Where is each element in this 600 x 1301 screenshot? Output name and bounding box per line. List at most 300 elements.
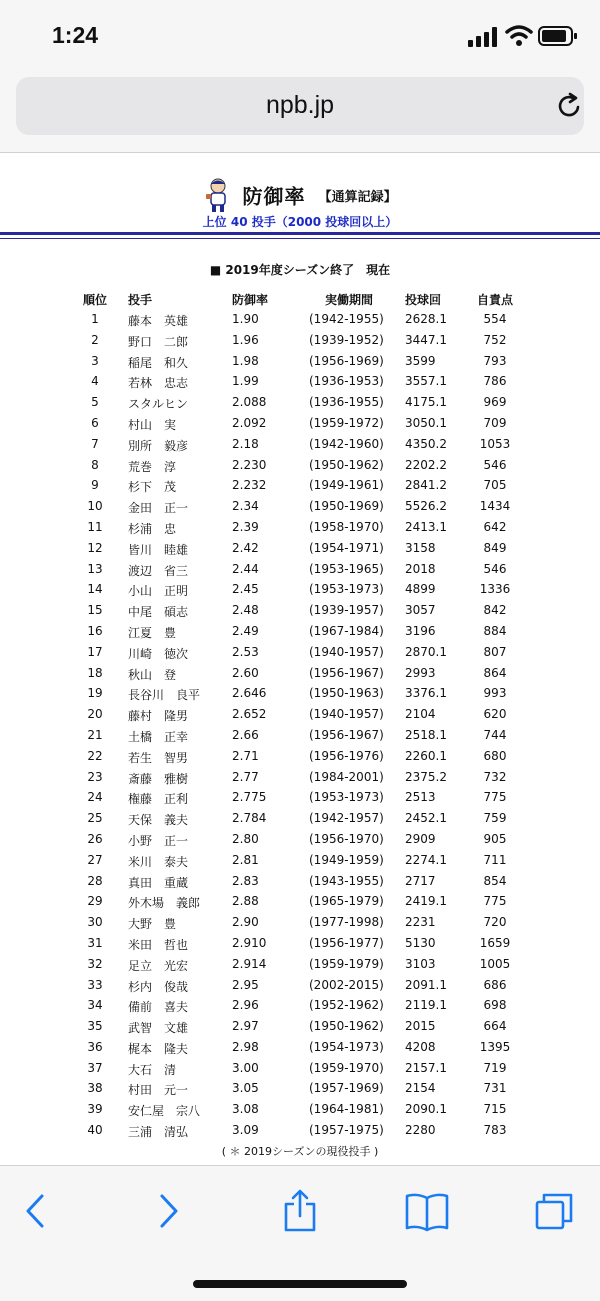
cell-name: 真田 重蔵 [128, 875, 189, 890]
cell-era: 2.232 [232, 478, 267, 493]
cell-period: (1956-1970) [309, 831, 384, 846]
cell-period: (1965-1979) [309, 894, 384, 909]
cell-rank: 35 [87, 1019, 103, 1034]
cell-period: (1959-1979) [309, 956, 384, 971]
cell-rank: 40 [87, 1123, 103, 1138]
reload-icon[interactable] [556, 92, 584, 120]
cell-ip: 3376.1 [405, 686, 447, 701]
table-row [0, 434, 600, 455]
cell-name: 斎藤 雅樹 [128, 771, 189, 786]
cell-er: 731 [483, 1081, 507, 1096]
cell-name: 藤村 隆男 [128, 709, 189, 724]
cell-ip: 4899 [405, 582, 436, 597]
header-ip: 投球回 [405, 293, 442, 307]
cell-rank: 7 [91, 436, 99, 451]
cell-er: 783 [483, 1123, 507, 1138]
cell-period: (1939-1957) [309, 603, 384, 618]
table-row [0, 954, 600, 975]
cell-name: 足立 光宏 [128, 958, 189, 973]
table-row [0, 787, 600, 808]
cell-period: (1950-1962) [309, 1019, 384, 1034]
season-label: ■ 2019年度シーズン終了 現在 [209, 263, 391, 277]
cell-name: 土橋 正幸 [128, 729, 189, 744]
cell-name: 小野 正一 [128, 833, 189, 848]
table-row [0, 1099, 600, 1120]
table-row [0, 309, 600, 330]
page-title-row [0, 177, 600, 213]
cell-period: (1950-1962) [309, 457, 384, 472]
cell-era: 3.00 [232, 1060, 259, 1075]
cell-er: 732 [483, 769, 507, 784]
cell-rank: 6 [91, 415, 99, 430]
table-row [0, 559, 600, 580]
cell-name: 大石 清 [128, 1062, 177, 1077]
cell-era: 1.99 [232, 374, 259, 389]
cell-period: (1964-1981) [309, 1102, 384, 1117]
cell-era: 2.088 [232, 395, 267, 410]
cell-name: 若林 忠志 [128, 376, 189, 391]
cell-era: 2.652 [232, 707, 267, 722]
cell-ip: 2015 [405, 1019, 436, 1034]
url-text[interactable]: npb.jp [265, 91, 335, 119]
cell-rank: 37 [87, 1060, 103, 1075]
table-row [0, 663, 600, 684]
page-subtitle: 上位 40 投手（2000 投球回以上） [202, 215, 398, 229]
cell-ip: 2260.1 [405, 748, 447, 763]
cell-er: 664 [483, 1019, 507, 1034]
cell-ip: 2413.1 [405, 519, 447, 534]
cell-er: 884 [483, 623, 507, 638]
cell-period: (1956-1976) [309, 748, 384, 763]
cell-period: (1940-1957) [309, 707, 384, 722]
cell-er: 715 [483, 1102, 507, 1117]
table-row [0, 1016, 600, 1037]
cell-rank: 13 [87, 561, 103, 576]
cell-era: 1.96 [232, 332, 259, 347]
cell-rank: 17 [87, 644, 103, 659]
table-row [0, 683, 600, 704]
cell-rank: 26 [87, 831, 103, 846]
cellular-signal-icon [468, 27, 500, 47]
table-row [0, 704, 600, 725]
cell-er: 1395 [479, 1039, 511, 1054]
table-row [0, 1037, 600, 1058]
cell-rank: 18 [87, 665, 103, 680]
cell-ip: 2202.2 [405, 457, 447, 472]
cell-rank: 14 [87, 582, 103, 597]
page-content [0, 153, 600, 1165]
cell-era: 3.08 [232, 1102, 259, 1117]
cell-er: 752 [483, 332, 507, 347]
cell-ip: 2993 [405, 665, 436, 680]
cell-era: 2.914 [232, 956, 267, 971]
cell-period: (1936-1953) [309, 374, 384, 389]
header-period: 実働期間 [325, 293, 374, 307]
cell-ip: 2452.1 [405, 811, 447, 826]
cell-era: 2.230 [232, 457, 267, 472]
cell-ip: 2518.1 [405, 727, 447, 742]
cell-rank: 23 [87, 769, 103, 784]
cell-era: 2.60 [232, 665, 259, 680]
pitcher-mascot-icon [203, 177, 233, 213]
table-row [0, 975, 600, 996]
cell-ip: 2119.1 [405, 998, 447, 1013]
cell-er: 786 [483, 374, 507, 389]
cell-name: 川崎 徳次 [128, 646, 189, 661]
page-title-sub: 【通算記録】 [318, 189, 397, 205]
cell-name: 藤本 英雄 [128, 314, 189, 328]
header-name: 投手 [128, 293, 153, 307]
cell-ip: 2513 [405, 790, 436, 805]
cell-ip: 3599 [405, 353, 436, 368]
cell-name: 小山 正明 [128, 584, 189, 599]
cell-era: 2.88 [232, 894, 259, 909]
cell-rank: 38 [87, 1081, 103, 1096]
cell-rank: 8 [91, 457, 99, 472]
table-row [0, 850, 600, 871]
cell-era: 2.71 [232, 748, 259, 763]
cell-name: 金田 正一 [128, 501, 189, 516]
cell-ip: 2375.2 [405, 769, 447, 784]
cell-rank: 21 [87, 727, 103, 742]
cell-era: 2.66 [232, 727, 259, 742]
cell-period: (1957-1975) [309, 1123, 384, 1138]
cell-era: 2.39 [232, 519, 259, 534]
cell-ip: 2841.2 [405, 478, 447, 493]
cell-name: 稲尾 和久 [128, 355, 189, 370]
cell-name: 米川 泰夫 [128, 854, 189, 869]
chevron-right-icon[interactable] [148, 1188, 188, 1234]
header-rank: 順位 [82, 293, 107, 307]
cell-era: 2.83 [232, 873, 259, 888]
cell-er: 719 [483, 1060, 507, 1075]
cell-name: 村田 元一 [128, 1083, 189, 1098]
cell-rank: 20 [87, 707, 103, 722]
cell-ip: 2274.1 [405, 852, 447, 867]
cell-rank: 36 [87, 1039, 103, 1054]
status-time: 1:24 [52, 22, 99, 48]
table-row [0, 475, 600, 496]
cell-period: (1950-1969) [309, 499, 384, 514]
cell-rank: 12 [87, 540, 103, 555]
cell-period: (1936-1955) [309, 395, 384, 410]
cell-rank: 24 [87, 790, 103, 805]
cell-period: (1939-1952) [309, 332, 384, 347]
table-row [0, 496, 600, 517]
cell-name: 皆川 睦雄 [128, 542, 189, 557]
cell-ip: 2018 [405, 561, 436, 576]
cell-ip: 2628.1 [405, 312, 447, 326]
table-row [0, 995, 600, 1016]
cell-period: (1942-1955) [309, 312, 384, 326]
cell-ip: 3057 [405, 603, 436, 618]
cell-rank: 34 [87, 998, 103, 1013]
cell-er: 698 [483, 998, 507, 1013]
cell-er: 546 [483, 457, 507, 472]
cell-period: (1956-1967) [309, 727, 384, 742]
header-era: 防御率 [232, 293, 269, 307]
cell-ip: 5526.2 [405, 499, 447, 514]
divider-thin [0, 238, 600, 239]
cell-period: (1984-2001) [309, 769, 384, 784]
table-row [0, 933, 600, 954]
cell-rank: 30 [87, 915, 103, 930]
cell-era: 2.96 [232, 998, 259, 1013]
table-row [0, 538, 600, 559]
cell-era: 2.48 [232, 603, 259, 618]
cell-rank: 27 [87, 852, 103, 867]
cell-period: (1942-1960) [309, 436, 384, 451]
cell-er: 709 [483, 415, 507, 430]
cell-rank: 31 [87, 935, 103, 950]
cell-era: 2.646 [232, 686, 267, 701]
cell-er: 993 [483, 686, 507, 701]
cell-rank: 16 [87, 623, 103, 638]
page-title: 防御率 [242, 184, 306, 209]
cell-name: 大野 豊 [128, 917, 177, 932]
cell-era: 2.42 [232, 540, 259, 555]
cell-rank: 1 [91, 312, 99, 326]
ranking-table [0, 309, 600, 1141]
cell-rank: 25 [87, 811, 103, 826]
cell-er: 686 [483, 977, 507, 992]
cell-er: 775 [483, 894, 507, 909]
cell-name: スタルヒン [128, 397, 189, 412]
table-row [0, 642, 600, 663]
table-row [0, 371, 600, 392]
cell-er: 1053 [479, 436, 511, 451]
cell-ip: 2154 [405, 1081, 436, 1096]
cell-name: 米田 哲也 [128, 937, 189, 952]
cell-er: 554 [483, 312, 507, 326]
table-row [0, 725, 600, 746]
cell-er: 744 [483, 727, 507, 742]
cell-rank: 29 [87, 894, 103, 909]
cell-ip: 2870.1 [405, 644, 447, 659]
cell-period: (1953-1973) [309, 582, 384, 597]
cell-name: 梶本 隆夫 [128, 1041, 189, 1056]
cell-period: (1940-1957) [309, 644, 384, 659]
address-bar[interactable] [16, 77, 584, 135]
cell-name: 野口 二郎 [128, 334, 189, 349]
cell-rank: 39 [87, 1102, 103, 1117]
cell-period: (1953-1965) [309, 561, 384, 576]
cell-er: 905 [483, 831, 507, 846]
table-row [0, 517, 600, 538]
cell-ip: 2717 [405, 873, 436, 888]
cell-era: 1.90 [232, 312, 259, 326]
cell-name: 天保 義夫 [128, 813, 189, 828]
table-row [0, 351, 600, 372]
cell-er: 1336 [479, 582, 511, 597]
cell-era: 2.45 [232, 582, 259, 597]
cell-name: 外木場 義郎 [128, 896, 201, 911]
cell-name: 別所 毅彦 [128, 438, 189, 453]
cell-ip: 3196 [405, 623, 436, 638]
cell-period: (1943-1955) [309, 873, 384, 888]
cell-ip: 4175.1 [405, 395, 447, 410]
cell-era: 2.18 [232, 436, 259, 451]
browser-top-bar [0, 70, 600, 153]
table-row [0, 871, 600, 892]
cell-era: 2.49 [232, 623, 259, 638]
cell-ip: 3050.1 [405, 415, 447, 430]
wifi-icon [505, 24, 533, 48]
cell-er: 546 [483, 561, 507, 576]
cell-period: (1956-1967) [309, 665, 384, 680]
cell-era: 2.775 [232, 790, 267, 805]
cell-er: 1659 [479, 935, 511, 950]
cell-name: 長谷川 良平 [128, 688, 201, 703]
table-row [0, 621, 600, 642]
cell-er: 969 [483, 395, 507, 410]
status-bar [0, 0, 600, 70]
cell-period: (1957-1969) [309, 1081, 384, 1096]
cell-period: (1949-1959) [309, 852, 384, 867]
cell-name: 安仁屋 宗八 [128, 1104, 201, 1119]
cell-rank: 11 [87, 519, 103, 534]
cell-period: (1950-1963) [309, 686, 384, 701]
table-row [0, 579, 600, 600]
cell-era: 2.784 [232, 811, 267, 826]
cell-ip: 2104 [405, 707, 436, 722]
cell-period: (1956-1969) [309, 353, 384, 368]
home-indicator [193, 1280, 407, 1288]
table-row [0, 912, 600, 933]
cell-er: 793 [483, 353, 507, 368]
cell-period: (1959-1970) [309, 1060, 384, 1075]
cell-name: 三浦 清弘 [128, 1125, 189, 1140]
cell-rank: 22 [87, 748, 103, 763]
cell-er: 864 [483, 665, 507, 680]
cell-era: 3.09 [232, 1123, 259, 1138]
cell-er: 711 [483, 852, 507, 867]
cell-period: (1953-1973) [309, 790, 384, 805]
cell-ip: 2280 [405, 1123, 436, 1138]
cell-era: 2.34 [232, 499, 259, 514]
cell-period: (1967-1984) [309, 623, 384, 638]
cell-era: 2.53 [232, 644, 259, 659]
table-row [0, 600, 600, 621]
table-row [0, 1078, 600, 1099]
cell-er: 807 [483, 644, 507, 659]
cell-rank: 9 [91, 478, 99, 493]
chevron-left-icon[interactable] [16, 1188, 56, 1234]
cell-era: 2.80 [232, 831, 259, 846]
cell-name: 中尾 碩志 [128, 605, 189, 620]
table-row [0, 767, 600, 788]
cell-name: 秋山 登 [128, 667, 177, 682]
cell-name: 渡辺 省三 [128, 563, 189, 578]
cell-ip: 5130 [405, 935, 436, 950]
cell-rank: 5 [91, 395, 99, 410]
cell-name: 権藤 正利 [128, 792, 189, 807]
cell-ip: 4350.2 [405, 436, 447, 451]
browser-toolbar [0, 1165, 600, 1301]
cell-er: 642 [483, 519, 507, 534]
cell-er: 680 [483, 748, 507, 763]
cell-name: 江夏 豊 [128, 625, 177, 640]
cell-rank: 33 [87, 977, 103, 992]
cell-era: 1.98 [232, 353, 259, 368]
battery-icon [538, 25, 578, 47]
cell-ip: 2091.1 [405, 977, 447, 992]
header-er: 自責点 [476, 293, 513, 307]
cell-name: 杉下 茂 [128, 480, 177, 495]
cell-name: 武智 文雄 [128, 1021, 189, 1036]
cell-rank: 15 [87, 603, 103, 618]
share-icon[interactable] [280, 1188, 320, 1234]
cell-ip: 3103 [405, 956, 436, 971]
cell-er: 620 [483, 707, 507, 722]
footnote: ( ＊ 2019シーズンの現役投手 ) [221, 1145, 379, 1158]
table-row [0, 1058, 600, 1079]
cell-era: 2.98 [232, 1039, 259, 1054]
cell-rank: 10 [87, 499, 103, 514]
cell-period: (2002-2015) [309, 977, 384, 992]
cell-rank: 32 [87, 956, 103, 971]
cell-era: 2.90 [232, 915, 259, 930]
cell-er: 849 [483, 540, 507, 555]
table-row [0, 413, 600, 434]
table-row [0, 455, 600, 476]
cell-rank: 2 [91, 332, 99, 347]
book-icon[interactable] [404, 1188, 450, 1234]
cell-ip: 2090.1 [405, 1102, 447, 1117]
table-row [0, 392, 600, 413]
cell-era: 2.81 [232, 852, 259, 867]
cell-period: (1942-1957) [309, 811, 384, 826]
cell-period: (1954-1971) [309, 540, 384, 555]
cell-period: (1949-1961) [309, 478, 384, 493]
cell-er: 720 [483, 915, 507, 930]
cell-ip: 2157.1 [405, 1060, 447, 1075]
cell-name: 荒巻 淳 [128, 459, 177, 474]
cell-er: 759 [483, 811, 507, 826]
cell-ip: 3447.1 [405, 332, 447, 347]
cell-period: (1954-1973) [309, 1039, 384, 1054]
cell-name: 杉内 俊哉 [128, 979, 189, 994]
cell-name: 若生 智男 [128, 750, 189, 765]
cell-ip: 3557.1 [405, 374, 447, 389]
cell-name: 備前 喜夫 [128, 1000, 189, 1015]
table-row [0, 808, 600, 829]
cell-ip: 2419.1 [405, 894, 447, 909]
cell-ip: 2231 [405, 915, 436, 930]
cell-er: 705 [483, 478, 507, 493]
cell-er: 1434 [479, 499, 511, 514]
cell-ip: 3158 [405, 540, 436, 555]
cell-era: 2.910 [232, 935, 267, 950]
cell-name: 杉浦 忠 [128, 521, 177, 536]
cell-rank: 28 [87, 873, 103, 888]
cell-rank: 3 [91, 353, 99, 368]
cell-era: 2.092 [232, 415, 267, 430]
table-row [0, 1120, 600, 1141]
cell-er: 854 [483, 873, 507, 888]
table-row [0, 829, 600, 850]
tabs-icon[interactable] [534, 1188, 574, 1234]
cell-rank: 19 [87, 686, 103, 701]
table-row [0, 330, 600, 351]
cell-era: 2.44 [232, 561, 259, 576]
cell-period: (1977-1998) [309, 915, 384, 930]
cell-period: (1952-1962) [309, 998, 384, 1013]
cell-ip: 2909 [405, 831, 436, 846]
cell-era: 2.77 [232, 769, 259, 784]
cell-era: 3.05 [232, 1081, 259, 1096]
cell-ip: 4208 [405, 1039, 436, 1054]
